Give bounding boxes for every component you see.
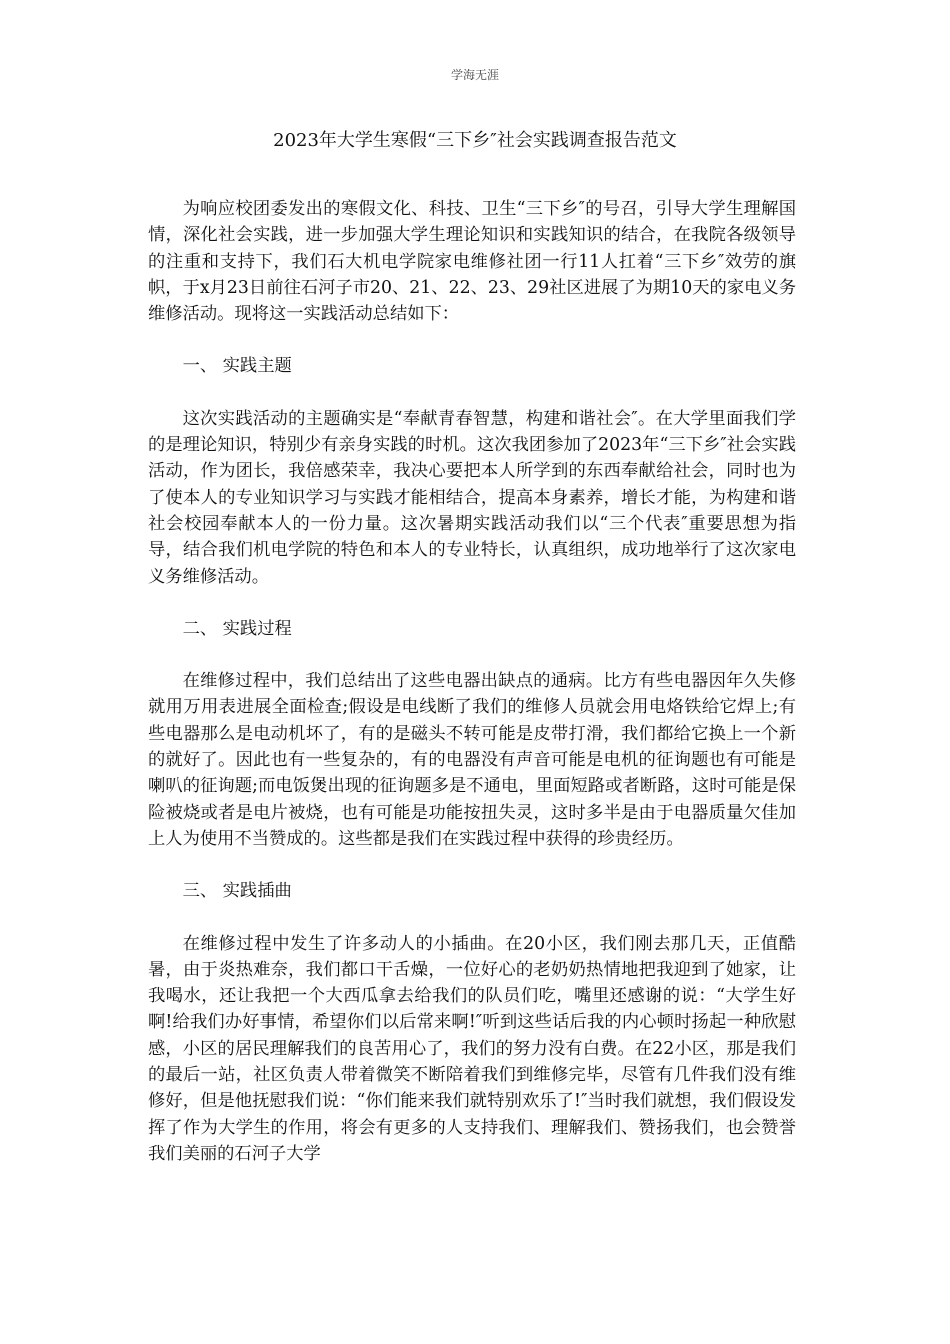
section-heading-episode: 三、 实践插曲 xyxy=(182,881,292,902)
section-heading-process: 二、 实践过程 xyxy=(182,618,292,639)
document-title: 2023年大学生寒假“三下乡″社会实践调查报告范文 xyxy=(273,130,677,151)
document-body xyxy=(148,196,796,1193)
intro-paragraph: 为响应校团委发出的寒假文化、科技、卫生“三下乡″的号召，引导大学生理解国情，深化社会实践，进一步加强大学生理论知识和实践知识的结合，在我院各级领导的注重和支持下，我们石大机电学院家电维修社团一行11人扛着“三下乡″效劳的旗帜，于x月23日前往石河子市20、21、22、23、29社区进展了为期10天的家电义务维修活动。现将这一实践活动总结如下： xyxy=(148,199,796,325)
section-body-episode: 在维修过程中发生了许多动人的小插曲。在20小区，我们刚去那几天，正值酷暑，由于炎热难奈，我们都口干舌燥，一位好心的老奶奶热情地把我迎到了她家，让我喝水，还让我把一个大西瓜拿去给我们的队员们吃，嘴里还感谢的说：“大学生好啊!给我们办好事情，希望你们以后常来啊!″听到这些话后我的内心顿时扬起一种欣慰感，小区的居民理解我们的良苦用心了，我们的努力没有白费。在22小区，那是我们的最后一站，社区负责人带着微笑不断陪着我们到维修完毕，尽管有几件我们没有维修好，但是他抚慰我们说：“你们能来我们就特别欢乐了!″当时我们就想，我们假设发挥了作为大学生的作用，将会有更多的人支持我们、理解我们、赞扬我们，也会赞誉我们美丽的石河子大学 xyxy=(148,933,796,1164)
section-body-theme: 这次实践活动的主题确实是“奉献青春智慧，构建和谐社会″。在大学里面我们学的是理论知识，特别少有亲身实践的时机。这次我团参加了2023年“三下乡″社会实践活动，作为团长，我倍感荣幸，我决心要把本人所学到的东西奉献给社会，同时也为了使本人的专业知识学习与实践才能相结合，提高本身素养，增长才能，为构建和谐社会校园奉献本人的一份力量。这次暑期实践活动我们以“三个代表″重要思想为指导，结合我们机电学院的特色和本人的专业特长，认真组织，成功地举行了这次家电义务维修活动。 xyxy=(148,408,796,587)
section-heading-theme: 一、 实践主题 xyxy=(182,356,292,377)
section-body-process: 在维修过程中，我们总结出了这些电器出缺点的通病。比方有些电器因年久失修就用万用表进展全面检查;假设是电线断了我们的维修人员就会用电烙铁给它焊上;有些电器那么是电动机坏了，有的是磁头不转可能是皮带打滑，我们都给它换上一个新的就好了。因此也有一些复杂的，有的电器没有声音可能是电机的征询题也有可能是喇叭的征询题;而电饭煲出现的征询题多是不通电，里面短路或者断路，这时可能是保险被烧或者是电片被烧，也有可能是功能按扭失灵，这时多半是由于电器质量欠佳加上人为使用不当赞成的。这些都是我们在实践过程中获得的珍贵经历。 xyxy=(148,671,796,849)
page-header: 学海无涯 xyxy=(450,68,499,82)
